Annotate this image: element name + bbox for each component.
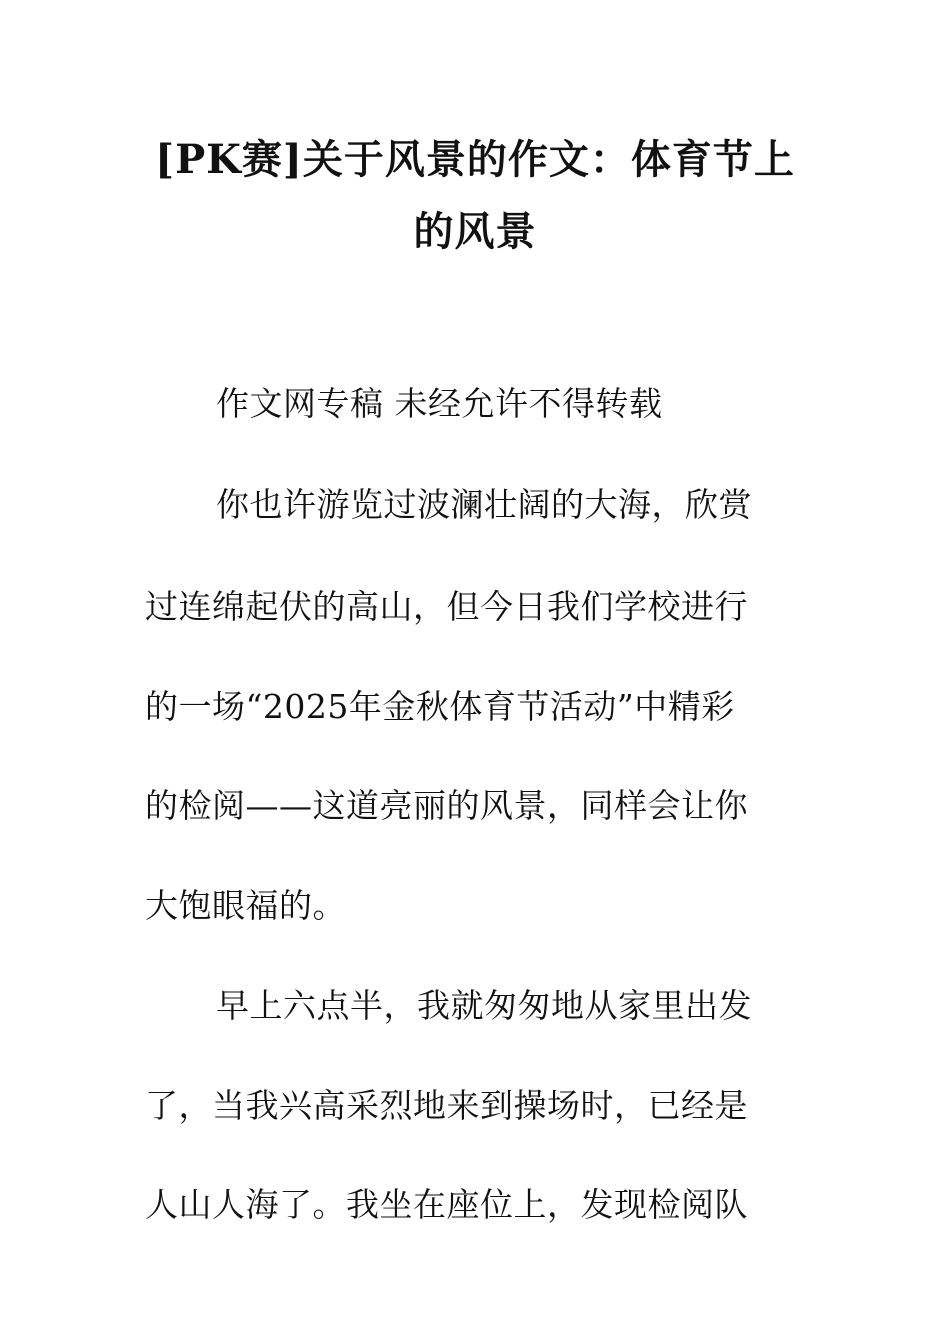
body-line-5: 的检阅——这道亮丽的风景，同样会让你 [145,786,748,825]
body-line-6: 大饱眼福的。 [145,886,346,925]
body-line-1: 作文网专稿 未经允许不得转载 [216,384,663,423]
body-line-4: 的一场“2025年金秋体育节活动”中精彩 [145,687,735,726]
body-line-7: 早上六点半，我就匆匆地从家里出发 [216,986,752,1025]
document-title-line-2: 的风景 [413,208,537,255]
document-title-line-1: [PK赛]关于风景的作文：体育节上 [155,136,795,183]
body-line-8: 了，当我兴高采烈地来到操场时，已经是 [145,1086,748,1125]
body-line-3: 过连绵起伏的高山，但今日我们学校进行 [145,587,748,626]
body-line-9: 人山人海了。我坐在座位上，发现检阅队 [145,1185,748,1224]
body-line-2: 你也许游览过波澜壮阔的大海，欣赏 [216,485,752,524]
